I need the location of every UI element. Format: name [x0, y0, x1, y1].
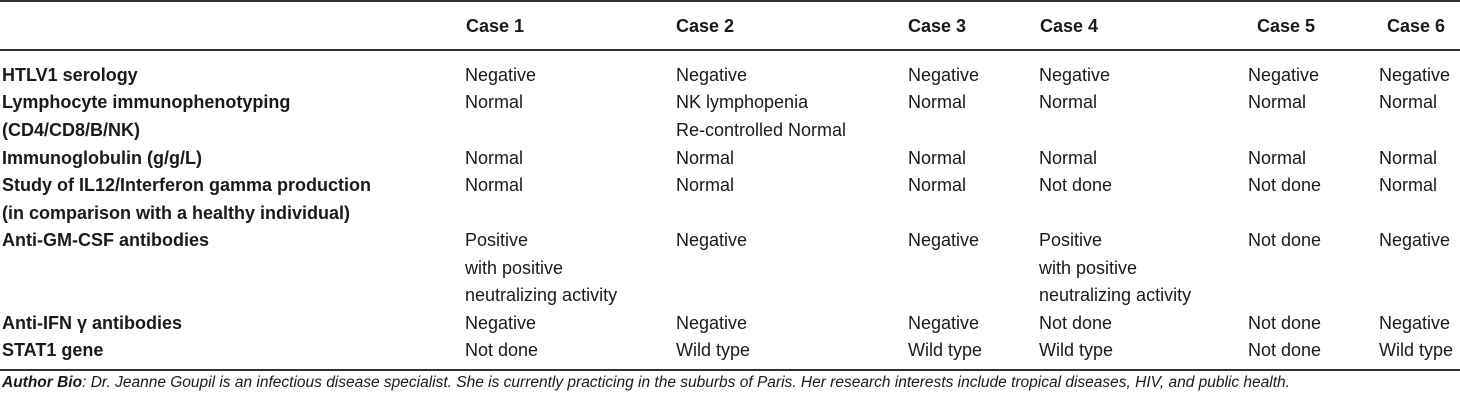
table-cell: Negative [1379, 230, 1451, 250]
row-label: Lymphocyte immunophenotyping [2, 92, 291, 112]
table-cell: Negative [1248, 65, 1320, 85]
row-label: Anti-GM-CSF antibodies [2, 230, 209, 250]
author-bio-label: Author Bio [2, 374, 83, 391]
author-bio-text: : Dr. Jeanne Goupil is an infectious disease specialist. She is currently practicing in the suburbs of Paris. Her research interests include tropical diseases, HIV, and public health. [82, 374, 1290, 391]
table-cell: Negative [465, 313, 537, 333]
row-label: (in comparison with a healthy individual) [2, 202, 351, 223]
table-cell: Normal [1379, 92, 1438, 112]
row-label: Immunoglobulin (g/g/L) [2, 148, 202, 168]
table-cell: Not done [1039, 313, 1113, 333]
table-cell: with positive [465, 257, 564, 278]
table-cell: Normal [1039, 148, 1098, 168]
table-cell: Not done [1248, 313, 1322, 333]
table-cell: with positive [1039, 257, 1138, 278]
table-cell: Re-controlled Normal [676, 119, 847, 140]
table-cell: Positive [1039, 230, 1103, 250]
row-label: HTLV1 serology [2, 65, 138, 85]
row-label: Anti-IFN γ antibodies [2, 313, 182, 333]
table-cell: Negative [676, 313, 748, 333]
table-cell: Wild type [908, 340, 983, 360]
table-cell: neutralizing activity [465, 285, 618, 305]
table-cell: Normal [465, 175, 524, 195]
table-cell: Negative [676, 230, 748, 250]
table-bottom-rule [0, 369, 1460, 371]
table-cell: Negative [908, 65, 980, 85]
row-label: (CD4/CD8/B/NK) [2, 119, 141, 140]
table-cell: Negative [1039, 65, 1111, 85]
table-cell: Wild type [1039, 340, 1114, 360]
table-cell: Not done [465, 340, 539, 360]
table-cell: Normal [1379, 175, 1438, 195]
table-cell: Normal [1039, 92, 1098, 112]
table-top-rule [0, 0, 1460, 2]
table-cell: Negative [908, 230, 980, 250]
column-header-case-5: Case 5 [1257, 16, 1316, 36]
table-cell: Wild type [676, 340, 751, 360]
column-header-case-2: Case 2 [676, 16, 735, 36]
table-cell: Normal [908, 175, 967, 195]
table-cell: Normal [1248, 92, 1307, 112]
author-bio [2, 374, 1290, 392]
table-cell: Negative [1379, 65, 1451, 85]
row-label: STAT1 gene [2, 340, 104, 360]
table-cell: Normal [908, 92, 967, 112]
table-cell: Negative [908, 313, 980, 333]
table-header-rule [0, 49, 1460, 51]
table-cell: Negative [465, 65, 537, 85]
table-cell: Not done [1248, 175, 1322, 195]
table-cell: Normal [465, 148, 524, 168]
column-header-case-3: Case 3 [908, 16, 967, 36]
table-cell: Normal [1379, 148, 1438, 168]
table-cell: Not done [1039, 175, 1113, 195]
table-cell: Not done [1248, 230, 1322, 250]
table-cell: Negative [1379, 313, 1451, 333]
table-cell: Normal [1248, 148, 1307, 168]
column-header-case-1: Case 1 [466, 16, 525, 36]
column-header-case-6: Case 6 [1387, 16, 1446, 36]
table-cell: Normal [465, 92, 524, 112]
row-label: Study of IL12/Interferon gamma production [2, 175, 372, 195]
table-cell: Normal [908, 148, 967, 168]
table-cell: Normal [676, 175, 735, 195]
table-cell: Normal [676, 148, 735, 168]
column-header-case-4: Case 4 [1040, 16, 1099, 36]
table-cell: Wild type [1379, 340, 1454, 360]
table-cell: Not done [1248, 340, 1322, 360]
table-cell: neutralizing activity [1039, 285, 1192, 305]
table-cell: Positive [465, 230, 529, 250]
table-cell: NK lymphopenia [676, 92, 809, 112]
table-cell: Negative [676, 65, 748, 85]
